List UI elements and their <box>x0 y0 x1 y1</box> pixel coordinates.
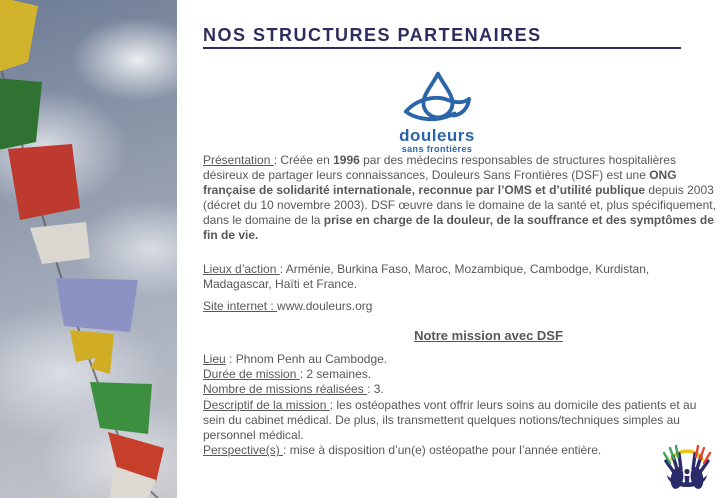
violet-flag <box>56 278 138 332</box>
site-internet-line: Site internet : www.douleurs.org <box>203 299 373 313</box>
prayer-flags-illustration <box>0 0 177 498</box>
mission-duree-line: Durée de mission : 2 semaines. <box>203 367 372 382</box>
green-flag-2 <box>90 382 152 434</box>
dsf-logo <box>342 70 532 154</box>
red-flag <box>8 144 80 220</box>
yellow-flag-2 <box>70 330 114 374</box>
mission-nombre-line: Nombre de missions réalisées : 3. <box>203 382 384 397</box>
lieux-daction-paragraph: Lieux d’action : Arménie, Burkina Faso, Maroc, Mozambique, Cambodge, Kurdistan, Madagascar, Haïti et France. <box>203 262 650 291</box>
mission-perspective-line: Perspective(s) : mise à disposition d’un(e) ostéopathe pour l’année entière. <box>203 443 602 458</box>
prayer-flags-photo <box>0 0 177 498</box>
green-flag <box>0 78 42 150</box>
yellow-flag <box>0 0 38 74</box>
mission-details <box>203 352 716 458</box>
presentation-paragraph: Présentation : Créée en 1996 par des médecins responsables de structures hospitalières désireux de partager leurs connaissances, Douleurs Sans Frontières (DSF) est une ONG française de solidarité internationale, reconnue par l’OMS et d’utilité publique depuis 2003 (décret du 10 novembre 2003). DSF œuvre dans le domaine de la santé et, plus spécifiquement, dans le domaine de la prise en charge de la douleur, de la souffrance et des symptômes de fin de vie. <box>203 153 716 242</box>
dsf-logo-wordmark: douleurs <box>399 126 475 145</box>
white-flag <box>30 222 90 264</box>
mission-heading: Notre mission avec DSF <box>414 328 563 343</box>
mission-descriptif-line: Descriptif de la mission : les ostéopathes vont offrir leurs soins au domicile des patients et au sein du cabinet médical. De plus, ils transmettent quelques notions/techniques simples au personnel médical. <box>203 397 697 443</box>
title-underline <box>203 47 681 49</box>
page-title: NOS STRUCTURES PARTENAIRES <box>203 25 542 45</box>
osteopathy-hands-logo <box>658 444 716 498</box>
hands-figure-icon <box>658 444 716 498</box>
dsf-drop-eye-icon <box>403 70 471 126</box>
dsf-logo-tagline: sans frontières <box>401 144 473 154</box>
mission-lieu-line: Lieu : Phnom Penh au Cambodge. <box>203 352 388 366</box>
